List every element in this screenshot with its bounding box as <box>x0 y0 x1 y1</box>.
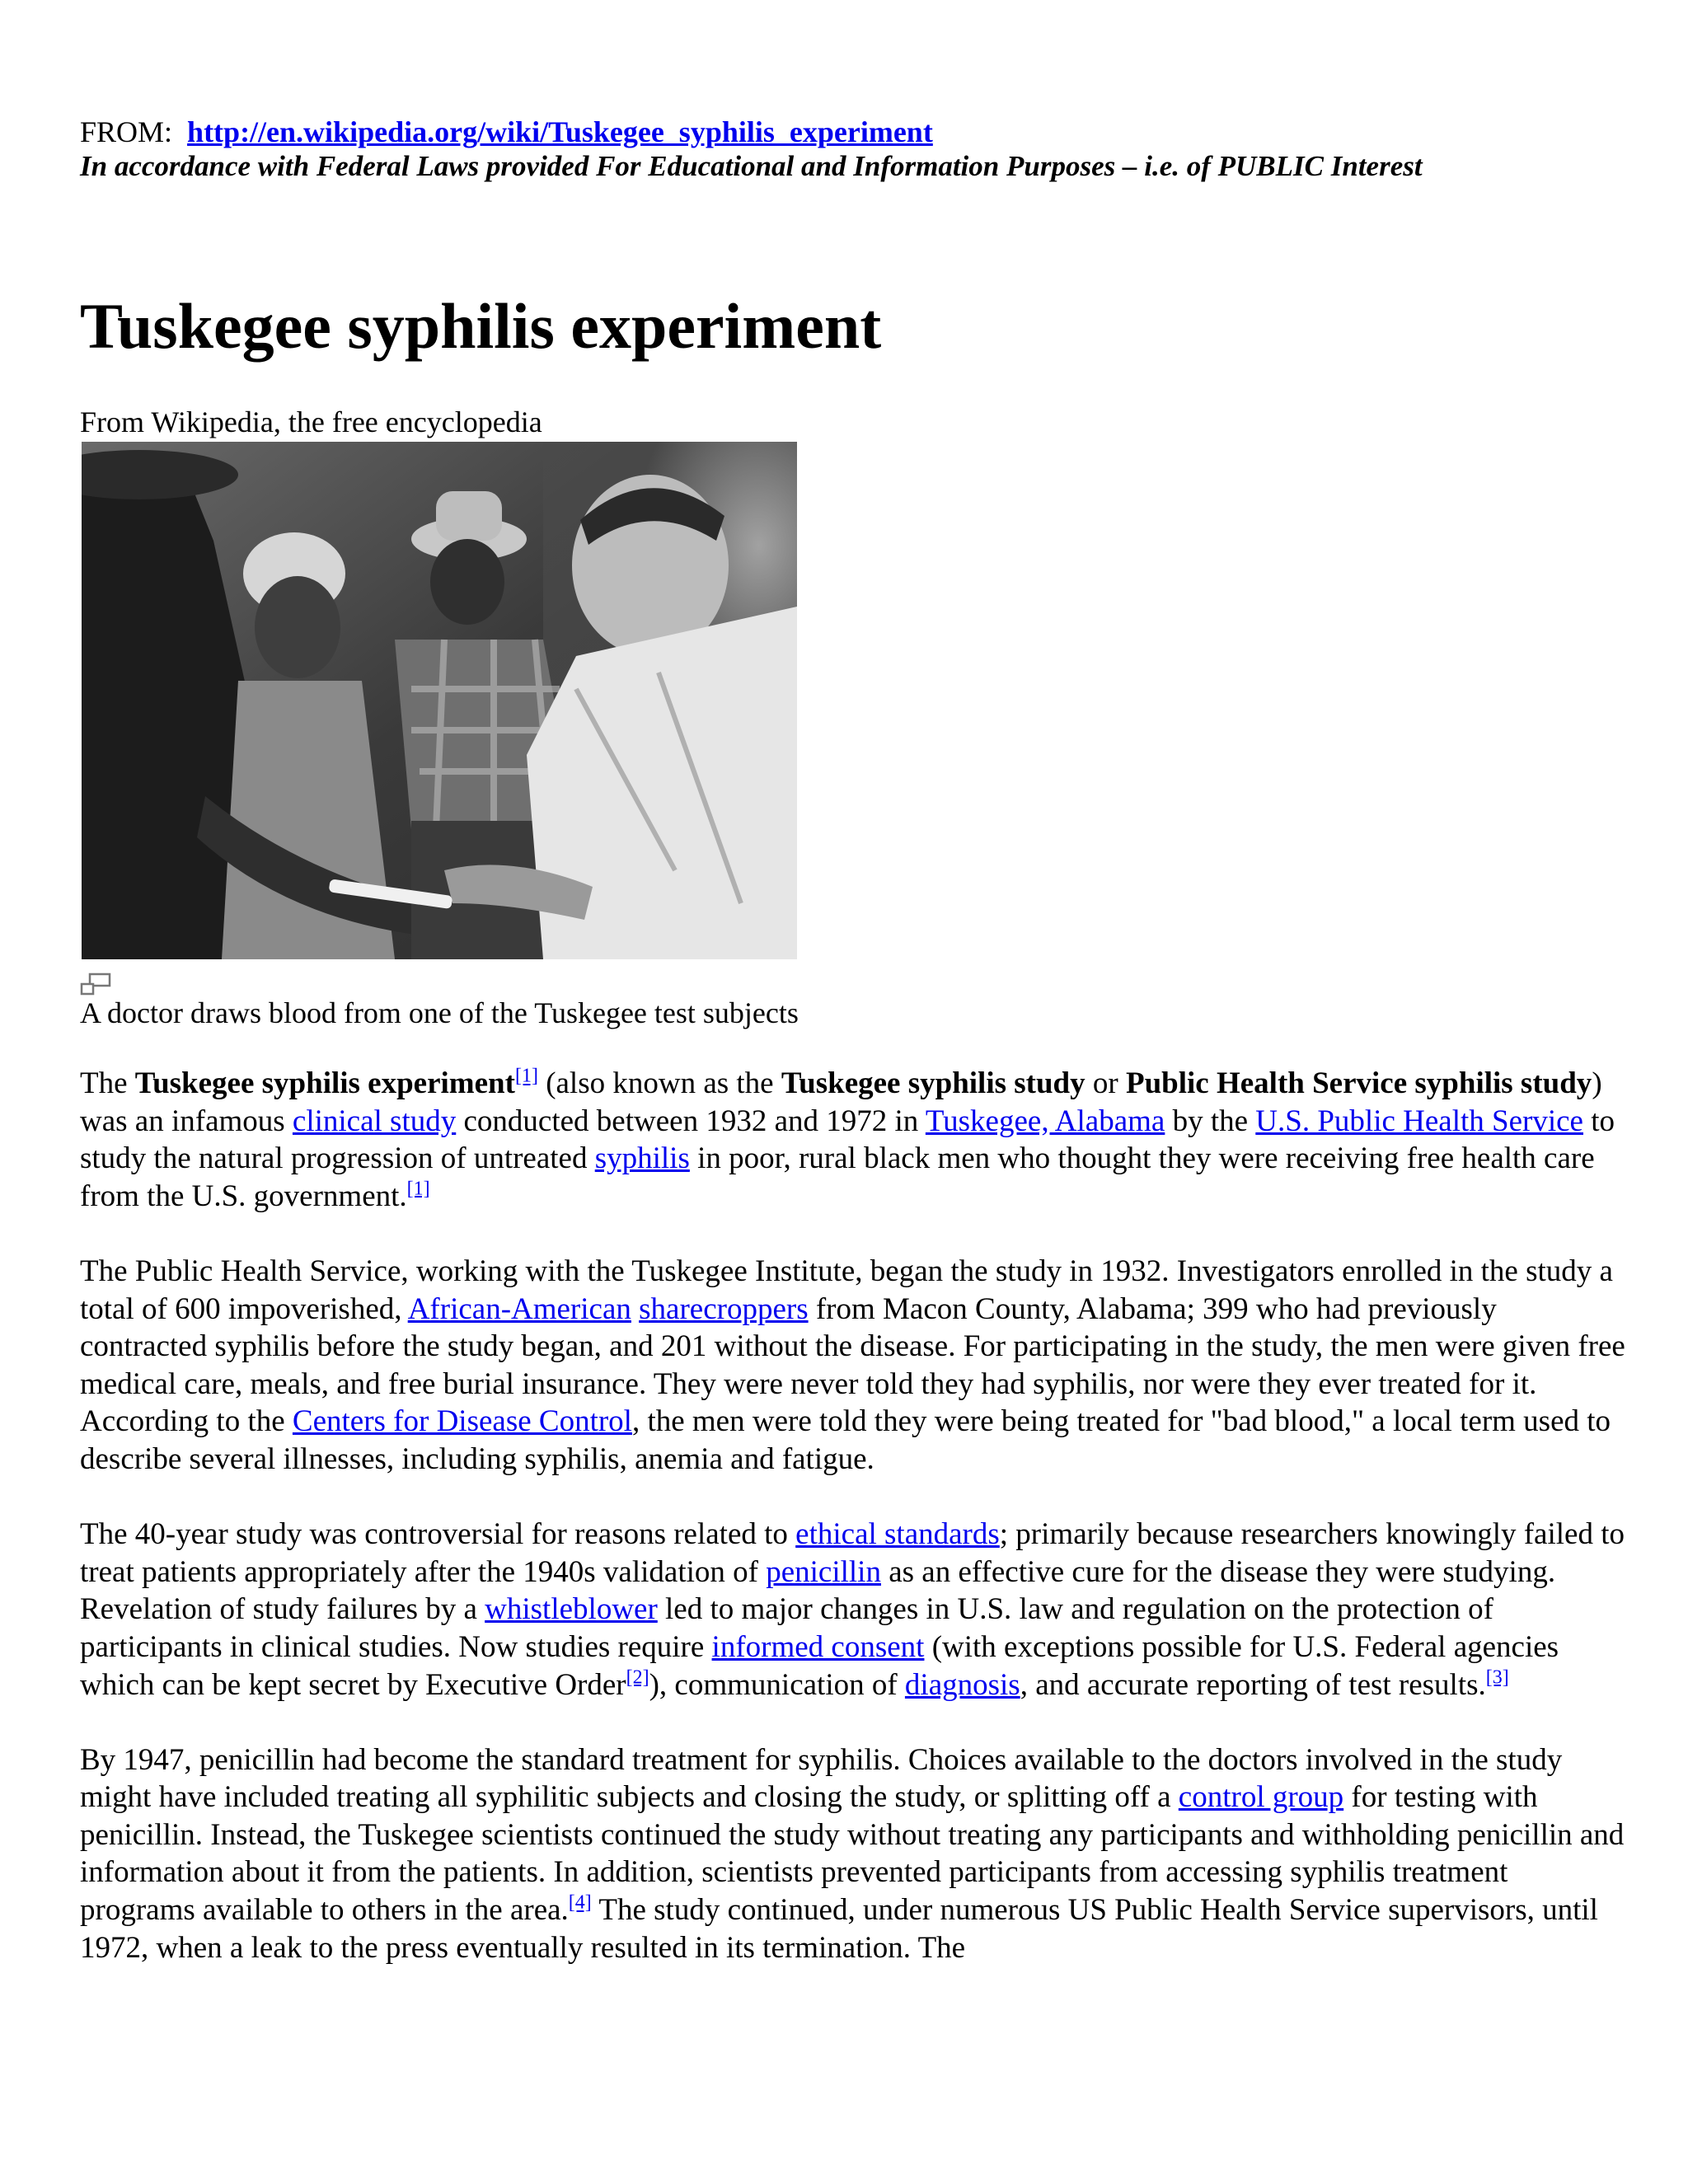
cdc-link[interactable]: Centers for Disease Control <box>292 1404 632 1439</box>
paragraph-intro <box>80 1065 1629 1215</box>
photo-illustration <box>82 442 797 959</box>
text-run <box>631 1292 639 1326</box>
bold-term: Public Health Service syphilis study <box>1125 1066 1592 1100</box>
source-line <box>80 114 933 150</box>
text-run: ), communication of <box>649 1667 905 1702</box>
text-run: ) was an infamous <box>80 1066 1602 1138</box>
african-american-link[interactable]: African-American <box>407 1291 631 1326</box>
text-run: in poor, rural black men who thought they were receiving free health care from the U.S. government. <box>80 1141 1595 1213</box>
bold-term: Tuskegee syphilis study <box>781 1066 1085 1100</box>
ethical-standards-link[interactable]: ethical standards <box>795 1517 1000 1552</box>
paragraph-controversy <box>80 1516 1629 1704</box>
text-run: by the <box>1165 1104 1256 1138</box>
image-caption: A doctor draws blood from one of the Tuskegee test subjects <box>80 996 799 1029</box>
informed-consent-link[interactable]: informed consent <box>711 1629 925 1664</box>
reference-link-2[interactable]: [2] <box>626 1666 649 1689</box>
public-health-service-link[interactable]: U.S. Public Health Service <box>1255 1104 1583 1138</box>
text-run: or <box>1085 1066 1126 1100</box>
page-title: Tuskegee syphilis experiment <box>80 290 882 362</box>
diagnosis-link[interactable]: diagnosis <box>904 1667 1020 1702</box>
text-run: for testing with penicillin. Instead, the Tuskegee scientists continued the study without treating any participants and withholding penicillin and information about it from the patients. In addition, scientists prevented participants from accessing syphilis treatment programs available to others in the area. <box>80 1780 1625 1928</box>
sharecroppers-link[interactable]: sharecroppers <box>639 1291 809 1326</box>
text-run: , and accurate reporting of test results. <box>1020 1667 1486 1702</box>
tuskegee-alabama-link[interactable]: Tuskegee, Alabama <box>925 1104 1165 1138</box>
text-run: By 1947, penicillin had become the standard treatment for syphilis. Choices available to the doctors involved in the study might have included treating all syphilitic subjects and closing the study, or splitting off a <box>80 1742 1563 1815</box>
reference-link-4[interactable]: [4] <box>568 1891 592 1914</box>
text-run: The 40-year study was controversial for reasons related to <box>80 1517 796 1552</box>
text-run: to study the natural progression of untreated <box>80 1104 1615 1176</box>
text-run: ; primarily because researchers knowingly failed to treat patients appropriately after the 1940s validation of <box>80 1517 1625 1589</box>
from-label: FROM: <box>80 115 173 148</box>
syphilis-link[interactable]: syphilis <box>594 1141 690 1176</box>
paragraph-penicillin <box>80 1741 1629 1967</box>
text-run: (with exceptions possible for U.S. Federal agencies which can be kept secret by Executive Order <box>80 1629 1559 1702</box>
reference-link-1b[interactable]: [1] <box>406 1178 430 1200</box>
clinical-study-link[interactable]: clinical study <box>292 1104 457 1138</box>
text-run: The <box>80 1066 135 1100</box>
text-run: from Macon County, Alabama; 399 who had previously contracted syphilis before the study began, and 201 without the disease. For participating in the study, the men were given free medical care, meals, and free burial insurance. They were never told they had syphilis, nor were they ever treated for it. According to the <box>80 1291 1625 1439</box>
bold-term: Tuskegee syphilis experiment <box>134 1066 515 1100</box>
control-group-link[interactable]: control group <box>1178 1780 1344 1815</box>
article-photo[interactable] <box>82 442 797 959</box>
public-interest-notice: In accordance with Federal Laws provided For Educational and Information Purposes – i.e. of PUBLIC Interest <box>80 150 1423 182</box>
text-run: led to major changes in U.S. law and regulation on the protection of participants in clinical studies. Now studies require <box>80 1592 1493 1664</box>
text-run: The Public Health Service, working with the Tuskegee Institute, began the study in 1932. Investigators enrolled in the study a total of 600 impoverished, <box>80 1254 1613 1326</box>
text-run: (also known as the <box>537 1066 781 1100</box>
enlarge-icon[interactable] <box>80 972 113 997</box>
article-body <box>80 1065 1629 2004</box>
reference-link-3[interactable]: [3] <box>1485 1666 1509 1689</box>
paragraph-study-setup <box>80 1253 1629 1479</box>
text-run: as an effective cure for the disease they were studying. Revelation of study failures by a <box>80 1554 1556 1627</box>
text-run: The study continued, under numerous US Public Health Service supervisors, until 1972, when a leak to the press eventually resulted in its termination. The <box>80 1893 1598 1965</box>
penicillin-link[interactable]: penicillin <box>766 1554 881 1589</box>
whistleblower-link[interactable]: whistleblower <box>485 1592 658 1627</box>
text-run: , the men were told they were being treated for "bad blood," a local term used to describe several illnesses, including syphilis, anemia and fatigue. <box>80 1404 1611 1476</box>
reference-link-1[interactable]: [1] <box>514 1065 538 1087</box>
source-url-link[interactable]: http://en.wikipedia.org/wiki/Tuskegee_syphilis_experiment <box>187 115 933 148</box>
page-subtitle: From Wikipedia, the free encyclopedia <box>80 405 542 438</box>
text-run: conducted between 1932 and 1972 in <box>456 1104 926 1138</box>
